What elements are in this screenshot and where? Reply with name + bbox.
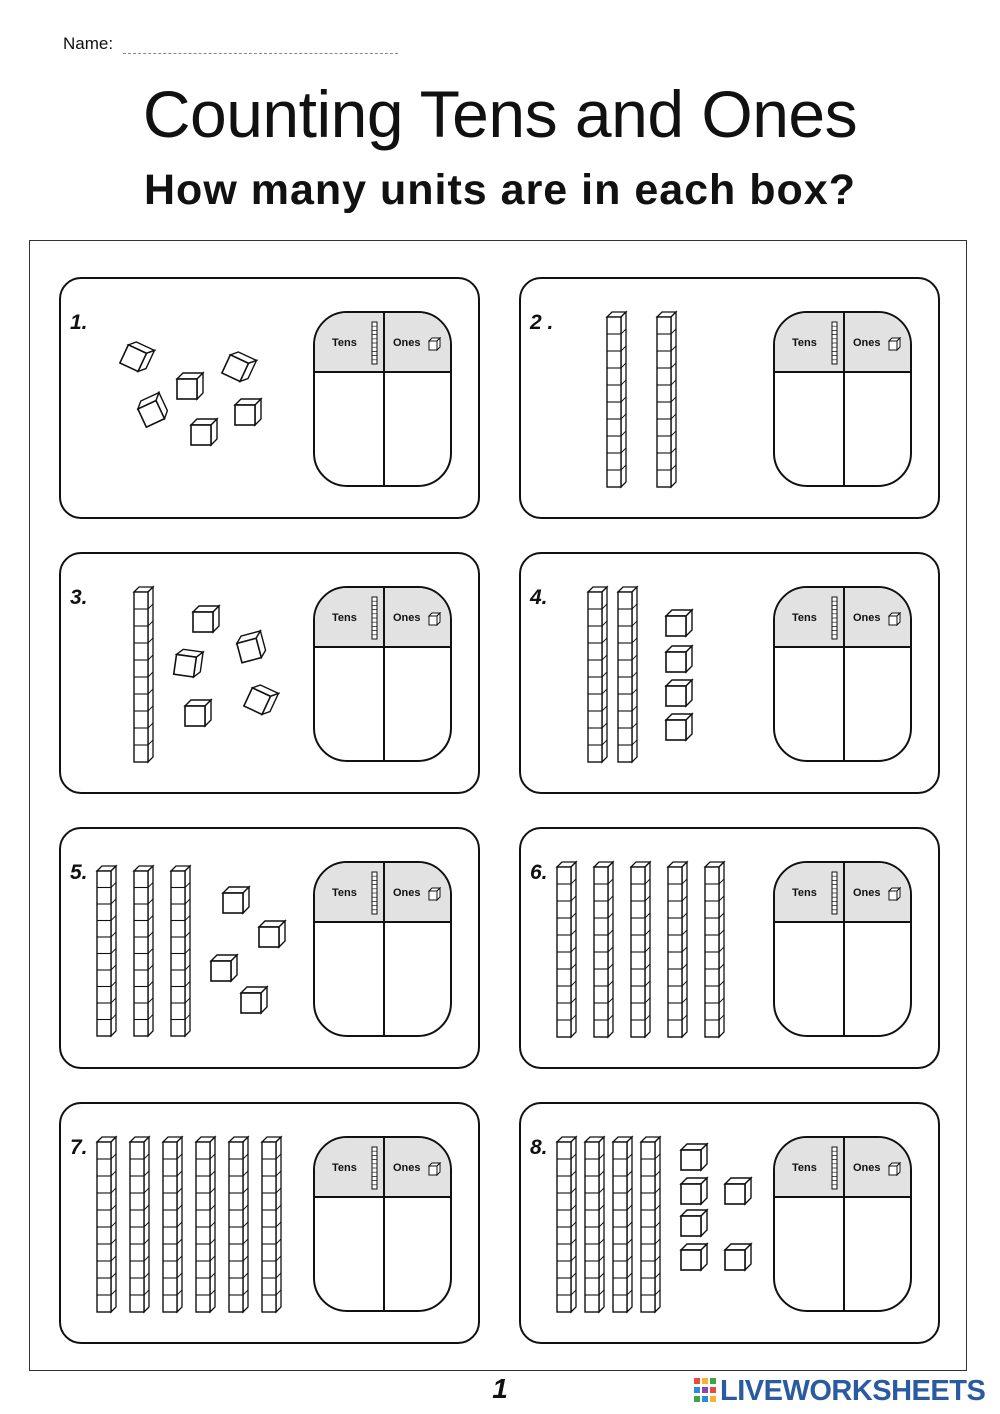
unit-cube [193, 606, 219, 632]
tens-label: Tens [332, 337, 357, 349]
unit-cube-icon [428, 1162, 442, 1176]
ten-rod [657, 312, 676, 487]
unit-cube [174, 648, 203, 677]
unit-cube-icon [888, 612, 902, 626]
ten-rod [171, 866, 190, 1036]
unit-cube [211, 955, 237, 981]
problem-number: 8. [530, 1136, 548, 1159]
unit-cube [725, 1244, 751, 1270]
ten-rod [97, 1137, 116, 1312]
ten-rod [557, 1137, 576, 1312]
page-subtitle: How many units are in each box? [144, 166, 856, 214]
ten-rod [588, 587, 607, 762]
unit-cube [681, 1210, 707, 1236]
page-title: Counting Tens and Ones [142, 77, 858, 151]
unit-cube [191, 419, 217, 445]
unit-cube-icon [888, 887, 902, 901]
ones-label: Ones [393, 1162, 421, 1174]
unit-cube [222, 349, 257, 384]
unit-cube [235, 399, 261, 425]
unit-cube [725, 1178, 751, 1204]
ten-rod [668, 862, 687, 1037]
unit-cube-icon [428, 337, 442, 351]
tens-label: Tens [792, 887, 817, 899]
ones-label: Ones [853, 1162, 881, 1174]
name-row [63, 34, 398, 54]
brand-text: LIVEWORKSHEETS [720, 1375, 986, 1407]
problem-number: 5. [70, 861, 88, 884]
tens-answer-cell[interactable] [315, 923, 383, 1037]
tens-answer-cell[interactable] [775, 373, 843, 487]
ten-rod [705, 862, 724, 1037]
unit-cube [177, 373, 203, 399]
ones-answer-cell[interactable] [385, 923, 452, 1037]
unit-cube [223, 887, 249, 913]
unit-cube [681, 1178, 707, 1204]
ten-rod [631, 862, 650, 1037]
problem-number: 6. [530, 861, 548, 884]
tens-answer-cell[interactable] [315, 648, 383, 762]
ten-rod [641, 1137, 660, 1312]
tens-label: Tens [792, 612, 817, 624]
ten-rod [607, 312, 626, 487]
tens-label: Tens [332, 1162, 357, 1174]
ones-label: Ones [853, 612, 881, 624]
base-ten-blocks [61, 829, 311, 1067]
ones-label: Ones [393, 887, 421, 899]
problem-number: 3. [70, 586, 88, 609]
problem-box-3 [59, 552, 480, 794]
ten-rod-icon [371, 1146, 379, 1190]
ones-label: Ones [393, 337, 421, 349]
problem-number: 1. [70, 311, 88, 334]
unit-cube-icon [888, 337, 902, 351]
problem-box-4 [519, 552, 940, 794]
unit-cube [241, 987, 267, 1013]
base-ten-blocks [61, 279, 311, 517]
ten-rod [262, 1137, 281, 1312]
tens-answer-cell[interactable] [775, 1198, 843, 1312]
place-value-chart [313, 586, 452, 762]
place-value-chart [773, 1136, 912, 1312]
base-ten-blocks [61, 1104, 311, 1342]
tens-answer-cell[interactable] [315, 373, 383, 487]
problem-box-5 [59, 827, 480, 1069]
place-value-chart [773, 586, 912, 762]
page-number: 1 [492, 1373, 508, 1404]
place-value-chart [773, 311, 912, 487]
unit-cube-icon [428, 612, 442, 626]
problem-number: 2 . [530, 311, 554, 334]
problem-box-1 [59, 277, 480, 519]
ones-answer-cell[interactable] [385, 648, 452, 762]
unit-cube-icon [428, 887, 442, 901]
ten-rod [196, 1137, 215, 1312]
ten-rod [557, 862, 576, 1037]
unit-cube [666, 680, 692, 706]
name-label: Name: [63, 34, 114, 53]
problem-box-8 [519, 1102, 940, 1344]
unit-cube [244, 682, 279, 717]
problem-box-7 [59, 1102, 480, 1344]
ten-rod [134, 587, 153, 762]
ten-rod [130, 1137, 149, 1312]
tens-answer-cell[interactable] [775, 923, 843, 1037]
unit-cube [120, 339, 155, 374]
ten-rod [97, 866, 116, 1036]
ten-rod-icon [831, 871, 839, 915]
tens-answer-cell[interactable] [775, 648, 843, 762]
ones-answer-cell[interactable] [845, 923, 912, 1037]
unit-cube [235, 631, 267, 663]
unit-cube [666, 610, 692, 636]
name-field[interactable] [123, 41, 398, 54]
unit-cube [681, 1244, 707, 1270]
ten-rod-icon [831, 321, 839, 365]
ones-label: Ones [853, 887, 881, 899]
unit-cube [681, 1144, 707, 1170]
ten-rod-icon [371, 321, 379, 365]
problem-number: 4. [530, 586, 548, 609]
ten-rod [229, 1137, 248, 1312]
unit-cube [185, 700, 211, 726]
ten-rod [613, 1137, 632, 1312]
problem-box-6 [519, 827, 940, 1069]
ones-answer-cell[interactable] [845, 648, 912, 762]
ten-rod [163, 1137, 182, 1312]
place-value-chart [313, 311, 452, 487]
place-value-chart [313, 861, 452, 1037]
ten-rod [594, 862, 613, 1037]
place-value-chart [313, 1136, 452, 1312]
ones-answer-cell[interactable] [845, 373, 912, 487]
ones-answer-cell[interactable] [845, 1198, 912, 1312]
unit-cube [666, 646, 692, 672]
base-ten-blocks [521, 279, 771, 517]
base-ten-blocks [521, 829, 771, 1067]
unit-cube-icon [888, 1162, 902, 1176]
tens-label: Tens [332, 887, 357, 899]
tens-answer-cell[interactable] [315, 1198, 383, 1312]
ten-rod [585, 1137, 604, 1312]
base-ten-blocks [521, 1104, 771, 1342]
unit-cube [259, 921, 285, 947]
brand-grid-icon [694, 1378, 716, 1402]
ten-rod [618, 587, 637, 762]
ones-answer-cell[interactable] [385, 1198, 452, 1312]
ten-rod-icon [371, 871, 379, 915]
ones-label: Ones [853, 337, 881, 349]
ten-rod-icon [371, 596, 379, 640]
unit-cube [135, 393, 170, 428]
tens-label: Tens [332, 612, 357, 624]
base-ten-blocks [521, 554, 771, 792]
tens-label: Tens [792, 337, 817, 349]
unit-cube [666, 714, 692, 740]
ten-rod-icon [831, 596, 839, 640]
place-value-chart [773, 861, 912, 1037]
ones-label: Ones [393, 612, 421, 624]
tens-label: Tens [792, 1162, 817, 1174]
ten-rod [134, 866, 153, 1036]
ones-answer-cell[interactable] [385, 373, 452, 487]
problem-box-2 [519, 277, 940, 519]
problem-number: 7. [70, 1136, 88, 1159]
ten-rod-icon [831, 1146, 839, 1190]
base-ten-blocks [61, 554, 311, 792]
